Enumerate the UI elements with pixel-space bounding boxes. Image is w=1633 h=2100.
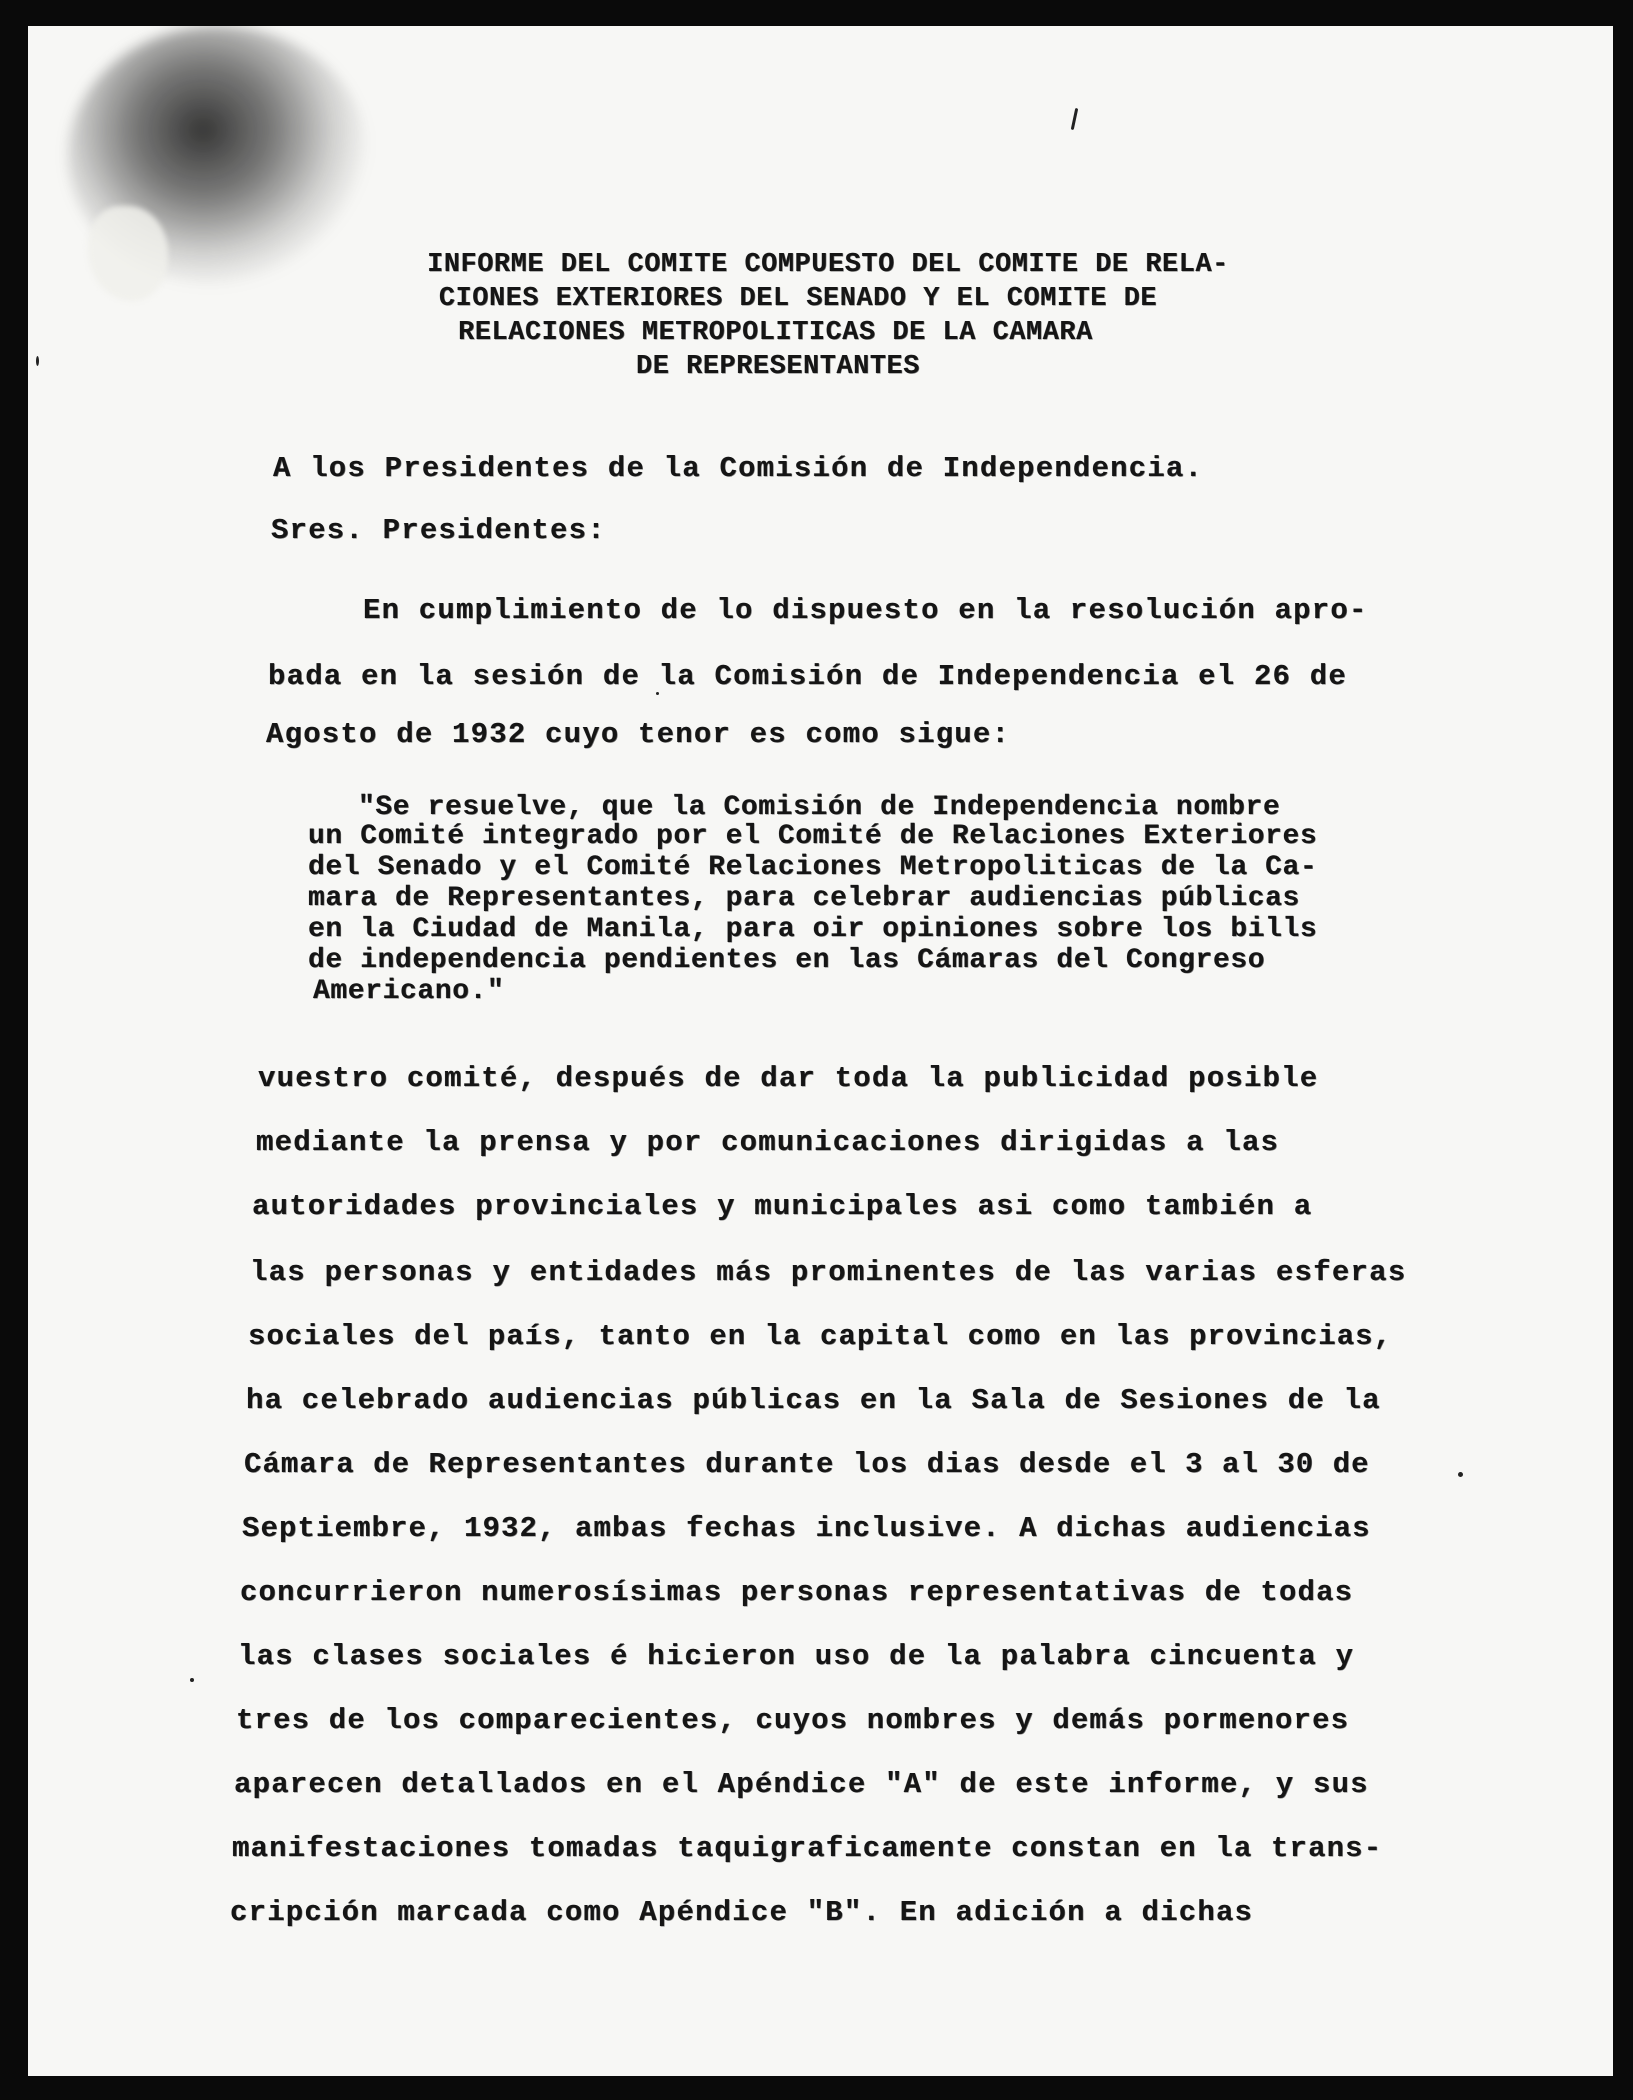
title-line: INFORME DEL COMITE COMPUESTO DEL COMITE DE RELA- [427,250,1229,280]
quote-line: "Se resuelve, que la Comisión de Independencia nombre [358,792,1281,823]
ink-speck [36,356,39,366]
body-line: aparecen detallados en el Apéndice "A" de este informe, y sus [234,1768,1369,1801]
quote-line: mara de Representantes, para celebrar audiencias públicas [308,883,1300,914]
salutation-line: Sres. Presidentes: [271,514,606,547]
body-line: sociales del país, tanto en la capital como en las provincias, [248,1320,1393,1353]
ink-speck [1458,1472,1463,1477]
quote-line: del Senado y el Comité Relaciones Metropoliticas de la Ca- [308,852,1318,883]
title-line: DE REPRESENTANTES [636,352,920,382]
intro-line: bada en la sesión de la Comisión de Independencia el 26 de [268,660,1347,693]
title-line: RELACIONES METROPOLITICAS DE LA CAMARA [458,318,1093,348]
quote-line: Americano." [313,976,505,1007]
body-line: mediante la prensa y por comunicaciones dirigidas a las [256,1126,1280,1159]
ink-speck [1071,108,1079,130]
body-line: manifestaciones tomadas taquigraficamente constan en la trans- [232,1832,1383,1865]
body-line: autoridades provinciales y municipales asi como también a [252,1190,1313,1223]
salutation-line: A los Presidentes de la Comisión de Independencia. [273,452,1204,485]
intro-line: En cumplimiento de lo dispuesto en la resolución apro- [363,594,1368,627]
body-line: cripción marcada como Apéndice "B". En adición a dichas [230,1896,1254,1929]
body-line: concurrieron numerosísimas personas representativas de todas [240,1576,1354,1609]
body-line: Cámara de Representantes durante los dias desde el 3 al 30 de [244,1448,1370,1481]
document-page [28,26,1613,2076]
quote-line: en la Ciudad de Manila, para oir opiniones sobre los bills [308,914,1318,945]
paper-mark [88,206,168,301]
intro-line: Agosto de 1932 cuyo tenor es como sigue: [266,718,1011,751]
body-line: las personas y entidades más prominentes de las varias esferas [250,1256,1407,1289]
title-line: CIONES EXTERIORES DEL SENADO Y EL COMITE DE [438,284,1158,314]
ink-speck [190,1678,194,1682]
body-line: vuestro comité, después de dar toda la publicidad posible [258,1062,1319,1095]
body-line: las clases sociales é hicieron uso de la palabra cincuenta y [238,1640,1355,1673]
quote-line: de independencia pendientes en las Cámaras del Congreso [308,945,1266,976]
body-line: ha celebrado audiencias públicas en la Sala de Sesiones de la [246,1384,1381,1417]
body-line: Septiembre, 1932, ambas fechas inclusive. A dichas audiencias [242,1512,1371,1545]
body-line: tres de los comparecientes, cuyos nombres y demás pormenores [236,1704,1350,1737]
document-title [328,248,1328,384]
quote-line: un Comité integrado por el Comité de Relaciones Exteriores [308,821,1318,852]
